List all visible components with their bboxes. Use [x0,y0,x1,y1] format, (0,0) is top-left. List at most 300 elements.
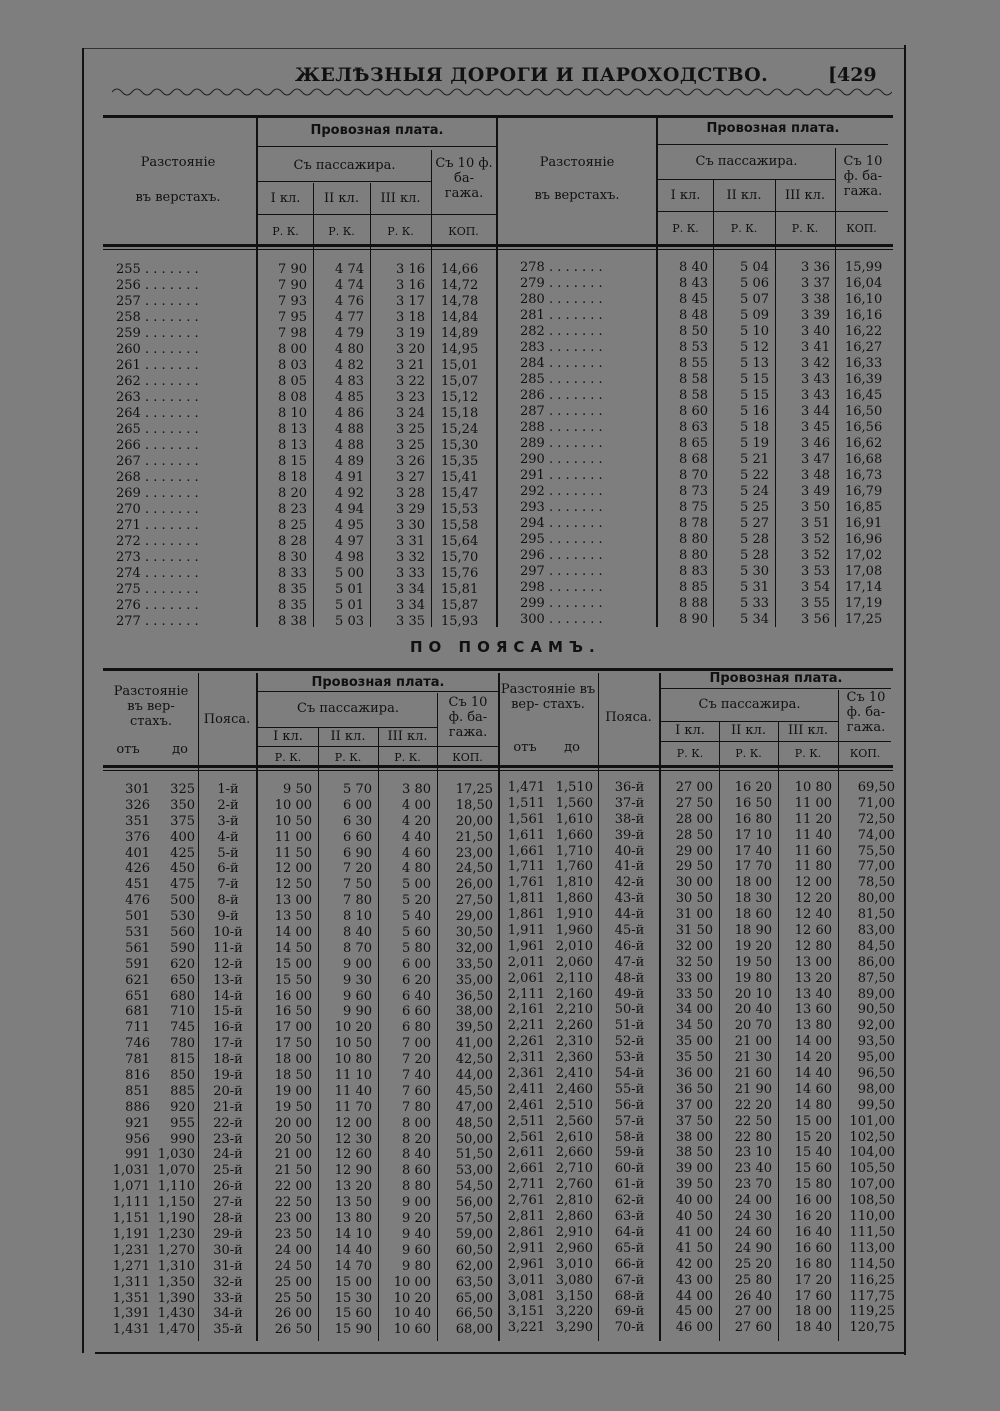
table-cell: 5 10 [740,324,769,339]
table-cell: 9 50 [283,782,312,797]
table-cell: 34 00 [675,1002,713,1018]
table-cell: 262 . . . . . . . [116,374,199,389]
table-cell: 15 60 [334,1306,372,1322]
table-cell: 8 58 [679,388,708,403]
table-cell: 4 80 [402,861,431,877]
table-cell: 1,390 [157,1290,195,1306]
page-frame-top [84,48,906,49]
table-cell: 30 50 [675,891,713,907]
table-cell: 1,810 [555,875,593,891]
table-cell: 18 00 [734,875,772,891]
table-cell: 500 [170,893,195,909]
table-cell: 7-й [217,877,239,893]
table-cell: 22 20 [734,1097,772,1113]
table-cell: 267 . . . . . . . [116,454,199,469]
table-cell: 75,50 [857,843,895,859]
table-cell: 17 00 [274,1020,312,1036]
table-cell: 1,431 [112,1322,150,1338]
zone-column [200,782,256,1338]
rk-header: Р. К. [272,225,299,238]
table-cell: 10 40 [393,1306,431,1322]
table-cell: 8 25 [278,518,307,533]
table-cell: 22 00 [274,1179,312,1195]
table-cell: 650 [170,972,195,988]
table-cell: 13 40 [794,986,832,1002]
table-cell: 2,410 [555,1066,593,1082]
table-cell: 3 39 [801,308,830,323]
table-cell: 1,860 [555,891,593,907]
table-cell: 12 50 [274,877,312,893]
table-cell: 19 50 [274,1099,312,1115]
table-cell: 921 [125,1115,150,1131]
table-cell: 8 00 [402,1115,431,1131]
table-cell: 501 [125,909,150,925]
table-cell: 8 23 [278,502,307,517]
table-cell: 3 25 [396,422,425,437]
table-cell: 15,24 [441,422,479,437]
distance-header: Разстояніе [539,155,615,170]
class2-header: II кл. [726,188,762,203]
table-cell: 815 [170,1052,195,1068]
table-cell: 16 50 [274,1004,312,1020]
rk-header: Р. К. [730,222,758,235]
table-cell: 47,00 [455,1099,493,1115]
table-cell: 1,961 [507,938,545,954]
table-cell: 25 50 [274,1290,312,1306]
table-cell: 38 50 [675,1145,713,1161]
table-cell: 18 90 [734,923,772,939]
table-cell: 12 80 [794,938,832,954]
table-cell: 12 00 [274,861,312,877]
table-cell: 21 90 [734,1081,772,1097]
table-cell: 14,84 [441,310,479,325]
table-cell: 3 17 [396,294,425,309]
table-cell: 11 00 [794,795,832,811]
class3-header: III кл. [387,729,428,744]
table-cell: 325 [170,782,195,797]
table-cell: 35 00 [675,1034,713,1050]
zone-column [600,780,659,1336]
class1-column [661,780,713,1336]
table-cell: 33 00 [675,970,713,986]
table-cell: 4 94 [335,502,364,517]
table-cell: 14,72 [441,278,479,293]
table-cell: 1,711 [507,859,545,875]
table-cell: 1,661 [507,843,545,859]
table-cell: 95,00 [857,1050,895,1066]
table-cell: 3 32 [396,550,425,565]
table-cell: 32-й [213,1274,243,1290]
table-cell: 24 50 [274,1258,312,1274]
table-cell: 28-й [213,1211,243,1227]
table-cell: 2,710 [555,1161,593,1177]
table-cell: 117,75 [849,1288,895,1304]
distance-column [520,260,656,628]
rk-header: Р. К. [791,222,819,235]
table-cell: 7 90 [278,262,307,277]
table-cell: 16,85 [845,500,883,515]
table-cell: 3,081 [507,1288,545,1304]
table-cell: 1,560 [555,795,593,811]
table-cell: 4 00 [402,797,431,813]
table-cell: 5 03 [335,614,364,629]
table-cell: 560 [170,925,195,941]
table-cell: 5 15 [740,388,769,403]
table-cell: 1,310 [157,1258,195,1274]
table-cell: 9 90 [343,1004,372,1020]
table-cell: 257 . . . . . . . [116,294,199,309]
table-cell: 8 18 [278,470,307,485]
table-cell: 7 60 [402,1083,431,1099]
table-cell: 22 50 [734,1113,772,1129]
table-cell: 266 . . . . . . . [116,438,199,453]
table-cell: 11 50 [274,845,312,861]
table-cell: 69-й [614,1304,645,1320]
table-cell: 1,760 [555,859,593,875]
table-cell: 14 10 [334,1226,372,1242]
table-cell: 17,25 [845,612,883,627]
class1-column [258,782,312,1338]
table-cell: 5 28 [740,532,769,547]
table-cell: 27 50 [675,795,713,811]
table-cell: 14 80 [794,1097,832,1113]
class3-header: III кл. [787,723,829,738]
table-cell: 16,45 [845,388,883,403]
table-cell: 272 . . . . . . . [116,534,199,549]
table-cell: 9-й [217,909,239,925]
table-cell: 25 20 [734,1256,772,1272]
table-cell: 44-й [614,907,645,923]
table-cell: 41,00 [455,1036,493,1052]
table-cell: 8 08 [278,390,307,405]
table-cell: 746 [125,1036,150,1052]
table-cell: 17,02 [845,548,883,563]
table-cell: 14 40 [334,1242,372,1258]
table-cell: 6 00 [343,797,372,813]
table-cell: 15 50 [274,972,312,988]
table-cell: 83,00 [857,923,895,939]
table-cell: 15 60 [794,1161,832,1177]
table-cell: 4 76 [335,294,364,309]
table-cell: 8 10 [278,406,307,421]
table-cell: 5 40 [402,909,431,925]
table-cell: 2,361 [507,1066,545,1082]
luggage-column [845,260,890,628]
table-cell: 72,50 [857,811,895,827]
table-cell: 39 00 [675,1161,713,1177]
table-cell: 16,50 [845,404,883,419]
table-cell: 269 . . . . . . . [116,486,199,501]
table-cell: 1,471 [507,780,545,795]
distance-header-unit: въ верстахъ. [135,190,221,205]
table-cell: 48-й [614,970,645,986]
table-cell: 13 50 [274,909,312,925]
table-cell: 63-й [614,1209,645,1225]
table-cell: 23 50 [274,1226,312,1242]
table-cell: 5 60 [402,925,431,941]
table-cell: 8 30 [278,550,307,565]
table-cell: 52-й [614,1034,645,1050]
table-cell: 11 00 [274,829,312,845]
table-cell: 8 80 [679,548,708,563]
table-cell: 5 21 [740,452,769,467]
table-cell: 1,660 [555,827,593,843]
table-cell: 16 20 [734,780,772,795]
table-cell: 956 [125,1131,150,1147]
table-cell: 3 20 [396,342,425,357]
table-cell: 8 70 [679,468,708,483]
table-cell: 5 24 [740,484,769,499]
table-cell: 3 52 [801,532,830,547]
table-cell: 260 . . . . . . . [116,342,199,357]
table-cell: 4 92 [335,486,364,501]
table-cell: 99,50 [857,1097,895,1113]
table-cell: 11 40 [334,1083,372,1099]
table-cell: 20 00 [274,1115,312,1131]
table-cell: 34 50 [675,1018,713,1034]
table-cell: 110,00 [849,1209,895,1225]
table-cell: 13 80 [334,1211,372,1227]
table-cell: 8-й [217,893,239,909]
table-cell: 1,110 [157,1179,195,1195]
table-cell: 16,16 [845,308,883,323]
table-cell: 16 20 [794,1209,832,1225]
table-cell: 8 90 [679,612,708,627]
table-cell: 64-й [614,1224,645,1240]
table-cell: 350 [170,797,195,813]
table-cell: 18 60 [734,907,772,923]
table-cell: 620 [170,956,195,972]
table-cell: 15,35 [441,454,479,469]
table-cell: 2,560 [555,1113,593,1129]
table-cell: 299 . . . . . . . [520,596,603,611]
table-cell: 32 50 [675,954,713,970]
table-cell: 86,00 [857,954,895,970]
table-cell: 8 65 [679,436,708,451]
table-cell: 15,41 [441,470,479,485]
table-cell: 87,50 [857,970,895,986]
table-cell: 13 00 [794,954,832,970]
table-cell: 105,50 [849,1161,895,1177]
table-cell: 8 75 [679,500,708,515]
table-cell: 5 07 [740,292,769,307]
table-cell: 816 [125,1068,150,1084]
table-cell: 22-й [213,1115,243,1131]
table-cell: 16,39 [845,372,883,387]
table-cell: 2,011 [507,954,545,970]
table-cell: 2,360 [555,1050,593,1066]
table-cell: 1,350 [157,1274,195,1290]
table-cell: 3,290 [555,1320,593,1336]
table-cell: 681 [125,1004,150,1020]
table-cell: 2,310 [555,1034,593,1050]
table-cell: 7 98 [278,326,307,341]
table-cell: 58-й [614,1129,645,1145]
table-cell: 8 53 [679,340,708,355]
table-cell: 287 . . . . . . . [520,404,603,419]
table-cell: 1,561 [507,811,545,827]
table-cell: 89,00 [857,986,895,1002]
decorative-rule [112,86,892,96]
table-cell: 14 50 [274,940,312,956]
table-cell: 33 50 [675,986,713,1002]
table-cell: 2,911 [507,1240,545,1256]
table-cell: 8 10 [343,909,372,925]
table-cell: 5 15 [740,372,769,387]
table-cell: 38,00 [455,1004,493,1020]
table-cell: 277 . . . . . . . [116,614,199,629]
table-cell: 1,031 [112,1163,150,1179]
table-cell: 5 31 [740,580,769,595]
class2-column [713,260,769,628]
table-cell: 711 [125,1020,150,1036]
table-cell: 17 70 [734,859,772,875]
table-cell: 8 48 [679,308,708,323]
table-cell: 27 60 [734,1320,772,1336]
table-cell: 3 30 [396,518,425,533]
fare-header: Провозная плата. [709,671,843,686]
table-cell: 288 . . . . . . . [520,420,603,435]
table-cell: 745 [170,1020,195,1036]
table-cell: 2,211 [507,1018,545,1034]
table-cell: 16,91 [845,516,883,531]
table-cell: 3 33 [396,566,425,581]
table-cell: 63,50 [455,1274,493,1290]
table-cell: 51,50 [455,1147,493,1163]
kop-header: КОП. [448,225,479,238]
table-cell: 3 35 [396,614,425,629]
table-cell: 2,811 [507,1209,545,1225]
table-cell: 4 97 [335,534,364,549]
table-cell: 3 80 [402,782,431,797]
table-cell: 2,061 [507,970,545,986]
table-cell: 5-й [217,845,239,861]
table-cell: 11-й [213,940,243,956]
table-cell: 44,00 [455,1068,493,1084]
table-cell: 46-й [614,938,645,954]
table-cell: 7 80 [402,1099,431,1115]
table-cell: 55-й [614,1081,645,1097]
table-cell: 5 00 [335,566,364,581]
table-cell: 3 28 [396,486,425,501]
luggage-column [838,780,895,1336]
table-cell: 26 50 [274,1322,312,1338]
table-cell: 781 [125,1052,150,1068]
table-cell: 41 00 [675,1224,713,1240]
table-cell: 10 00 [393,1274,431,1290]
table-cell: 10-й [213,925,243,941]
page-title: ЖЕЛѢЗНЫЯ ДОРОГИ И ПАРОХОДСТВО. [295,64,769,86]
table-cell: 25 80 [734,1272,772,1288]
rk-header: Р. К. [328,225,355,238]
table-cell: 6 40 [402,988,431,1004]
table-cell: 19 00 [274,1083,312,1099]
table-cell: 8 03 [278,358,307,373]
table-cell: 62-й [614,1193,645,1209]
table-cell: 5 70 [343,782,372,797]
table-cell: 4 98 [335,550,364,565]
from-column [500,780,545,1336]
table-cell: 101,00 [849,1113,895,1129]
table-cell: 4 40 [402,829,431,845]
table-cell: 3 46 [801,436,830,451]
table-cell: 8 58 [679,372,708,387]
class1-column [258,262,307,630]
table-cell: 43-й [614,891,645,907]
table-cell: 18-й [213,1052,243,1068]
table-cell: 23-й [213,1131,243,1147]
class3-column [378,782,431,1338]
table-cell: 3 34 [396,598,425,613]
table-cell: 1,190 [157,1211,195,1227]
table-cell: 375 [170,813,195,829]
table-cell: 476 [125,893,150,909]
table-cell: 30-й [213,1242,243,1258]
table-cell: 23 00 [274,1211,312,1227]
table-cell: 425 [170,845,195,861]
table-cell: 14 40 [794,1066,832,1082]
table-cell: 8 38 [278,614,307,629]
kop-header: КОП. [849,747,881,760]
table-cell: 1,611 [507,827,545,843]
table-cell: 4 77 [335,310,364,325]
table-cell: 17,08 [845,564,883,579]
table-cell: 12 60 [334,1147,372,1163]
table-cell: 5 22 [740,468,769,483]
table-cell: 2-й [217,797,239,813]
table-cell: 2,610 [555,1129,593,1145]
table-cell: 24 00 [734,1193,772,1209]
table-cell: 1,861 [507,907,545,923]
table-cell: 48,50 [455,1115,493,1131]
table-cell: 4 91 [335,470,364,485]
zone-header: Пояса. [605,710,652,725]
table-cell: 283 . . . . . . . [520,340,603,355]
table-cell: 258 . . . . . . . [116,310,199,325]
table-cell: 3 56 [801,612,830,627]
table-cell: 7 93 [278,294,307,309]
table-cell: 3 29 [396,502,425,517]
table-cell: 8 68 [679,452,708,467]
table-cell: 271 . . . . . . . [116,518,199,533]
table-cell: 530 [170,909,195,925]
to-header: до [172,742,188,757]
table-cell: 1,960 [555,923,593,939]
table-cell: 284 . . . . . . . [520,356,603,371]
table-cell: 14 00 [794,1034,832,1050]
table-cell: 3 16 [396,262,425,277]
table-cell: 108,50 [849,1193,895,1209]
table-cell: 77,00 [857,859,895,875]
table-cell: 301 [125,782,150,797]
table-cell: 59-й [614,1145,645,1161]
table-cell: 37 50 [675,1113,713,1129]
table-cell: 67-й [614,1272,645,1288]
table-cell: 1,070 [157,1163,195,1179]
table-cell: 5 80 [402,940,431,956]
table-cell: 255 . . . . . . . [116,262,199,277]
table-cell: 2,511 [507,1113,545,1129]
table-cell: 2,261 [507,1034,545,1050]
table-cell: 13 00 [274,893,312,909]
page-frame-left [82,48,84,1353]
class1-header: I кл. [270,191,301,206]
table-cell: 9 60 [402,1242,431,1258]
table-cell: 680 [170,988,195,1004]
rk-header: Р. К. [387,225,414,238]
table-cell: 276 . . . . . . . [116,598,199,613]
table-cell: 2,861 [507,1224,545,1240]
